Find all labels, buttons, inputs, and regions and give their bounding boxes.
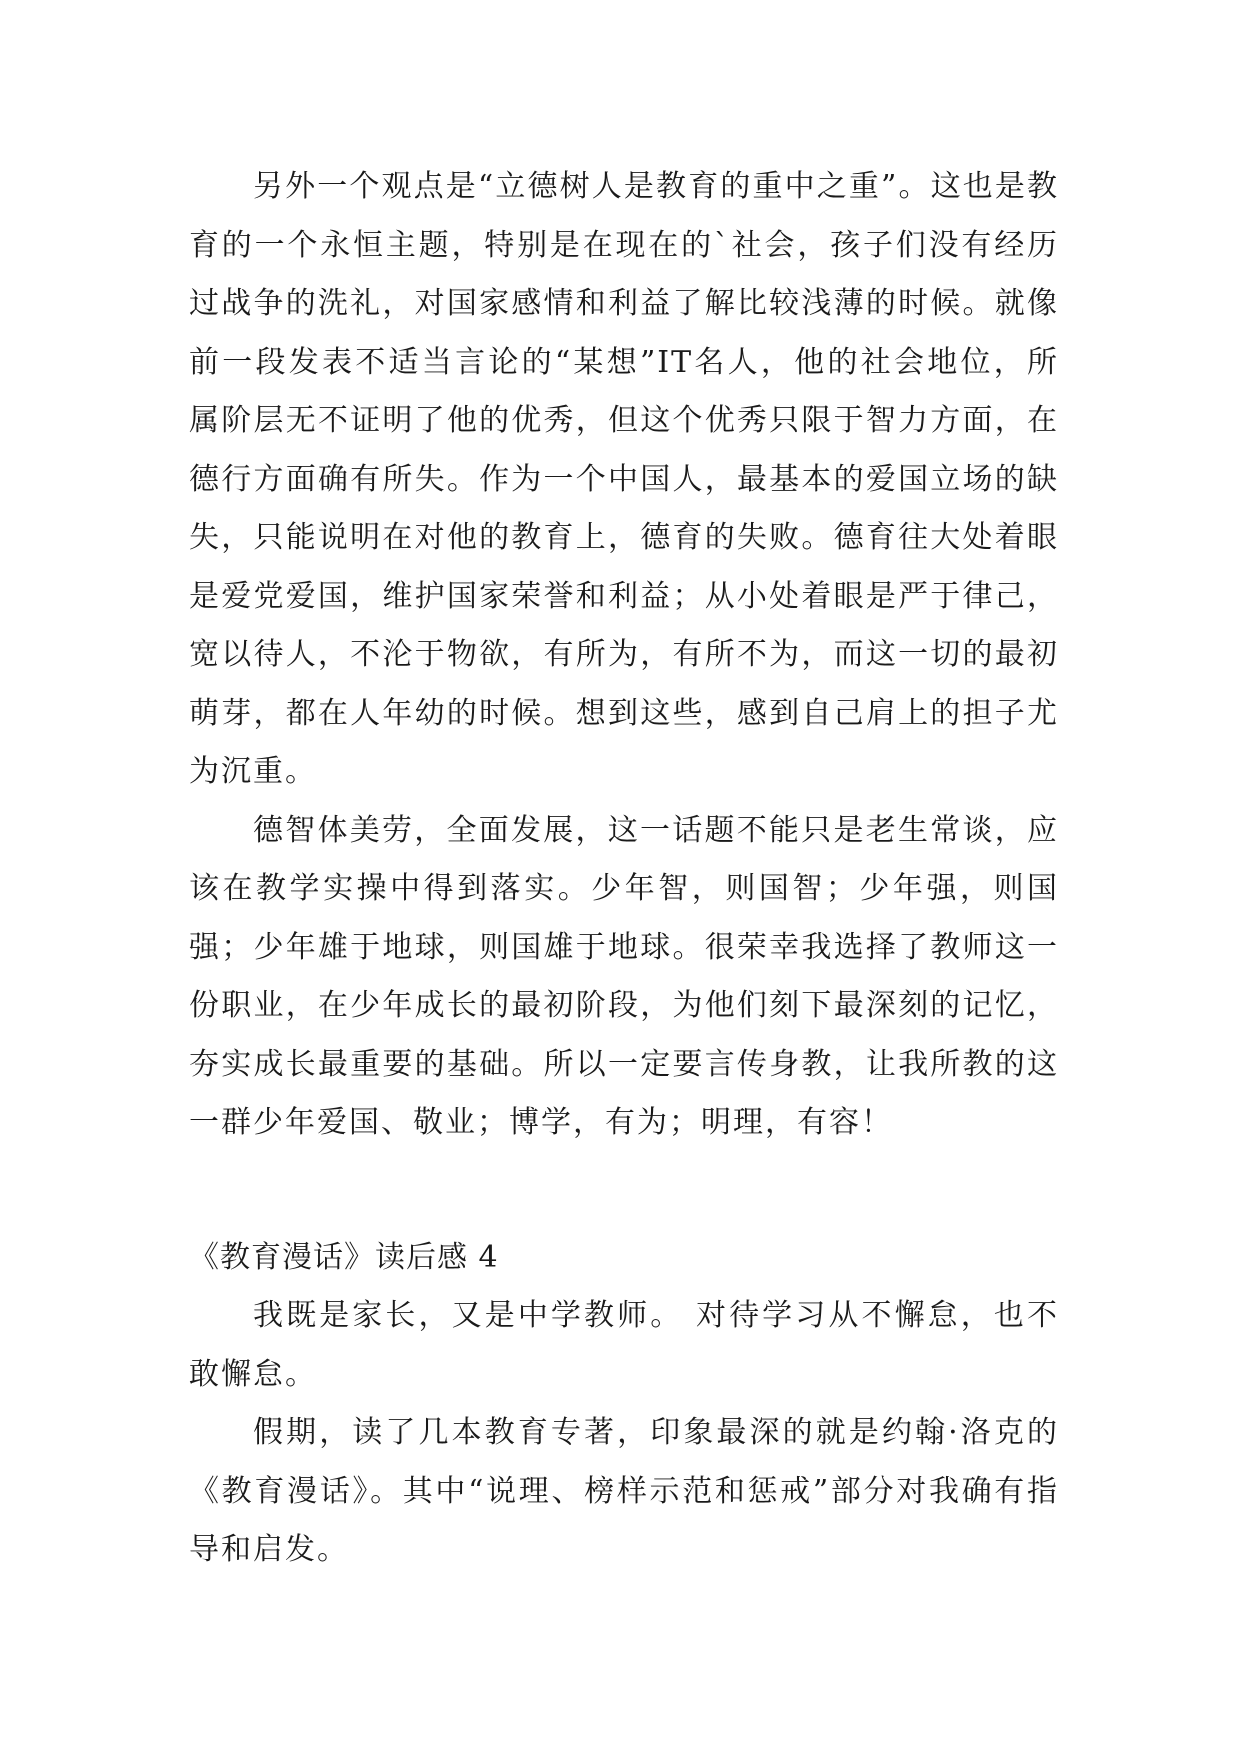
section-title: 《教育漫话》读后感 4 (189, 1239, 499, 1275)
paragraph-reading-locke: 假期，读了几本教育专著，印象最深的就是约翰·洛克的《教育漫话》。其中“说理、榜样示范和惩戒”部分对我确有指导和启发。 (189, 1415, 1059, 1567)
paragraph-all-round-development: 德智体美劳，全面发展，这一话题不能只是老生常谈，应该在教学实操中得到落实。少年智，则国智；少年强，则国强；少年雄于地球，则国雄于地球。很荣幸我选择了教师这一份职业，在少年成长的最初阶段，为他们刻下最深刻的记忆，夯实成长最重要的基础。所以一定要言传身教，让我所教的这一群少年爱国、敬业；博学，有为；明理，有容！ (189, 812, 1059, 1140)
paragraph-parent-teacher: 我既是家长，又是中学教师。 对待学习从不懈怠，也不敢懈怠。 (189, 1298, 1059, 1392)
paragraph-moral-education: 另外一个观点是“立德树人是教育的重中之重”。这也是教育的一个永恒主题，特别是在现在的`社会，孩子们没有经历过战争的洗礼，对国家感情和利益了解比较浅薄的时候。就像前一段发表不适当言论的“某想”IT名人，他的社会地位，所属阶层无不证明了他的优秀，但这个优秀只限于智力方面，在德行方面确有所失。作为一个中国人，最基本的爱国立场的缺失，只能说明在对他的教育上，德育的失败。德育往大处着眼是爱党爱国，维护国家荣誉和利益；从小处着眼是严于律己，宽以待人，不沦于物欲，有所为，有所不为，而这一切的最初萌芽，都在人年幼的时候。想到这些，感到自己肩上的担子尤为沉重。 (189, 169, 1059, 789)
document-body (189, 158, 1059, 1580)
